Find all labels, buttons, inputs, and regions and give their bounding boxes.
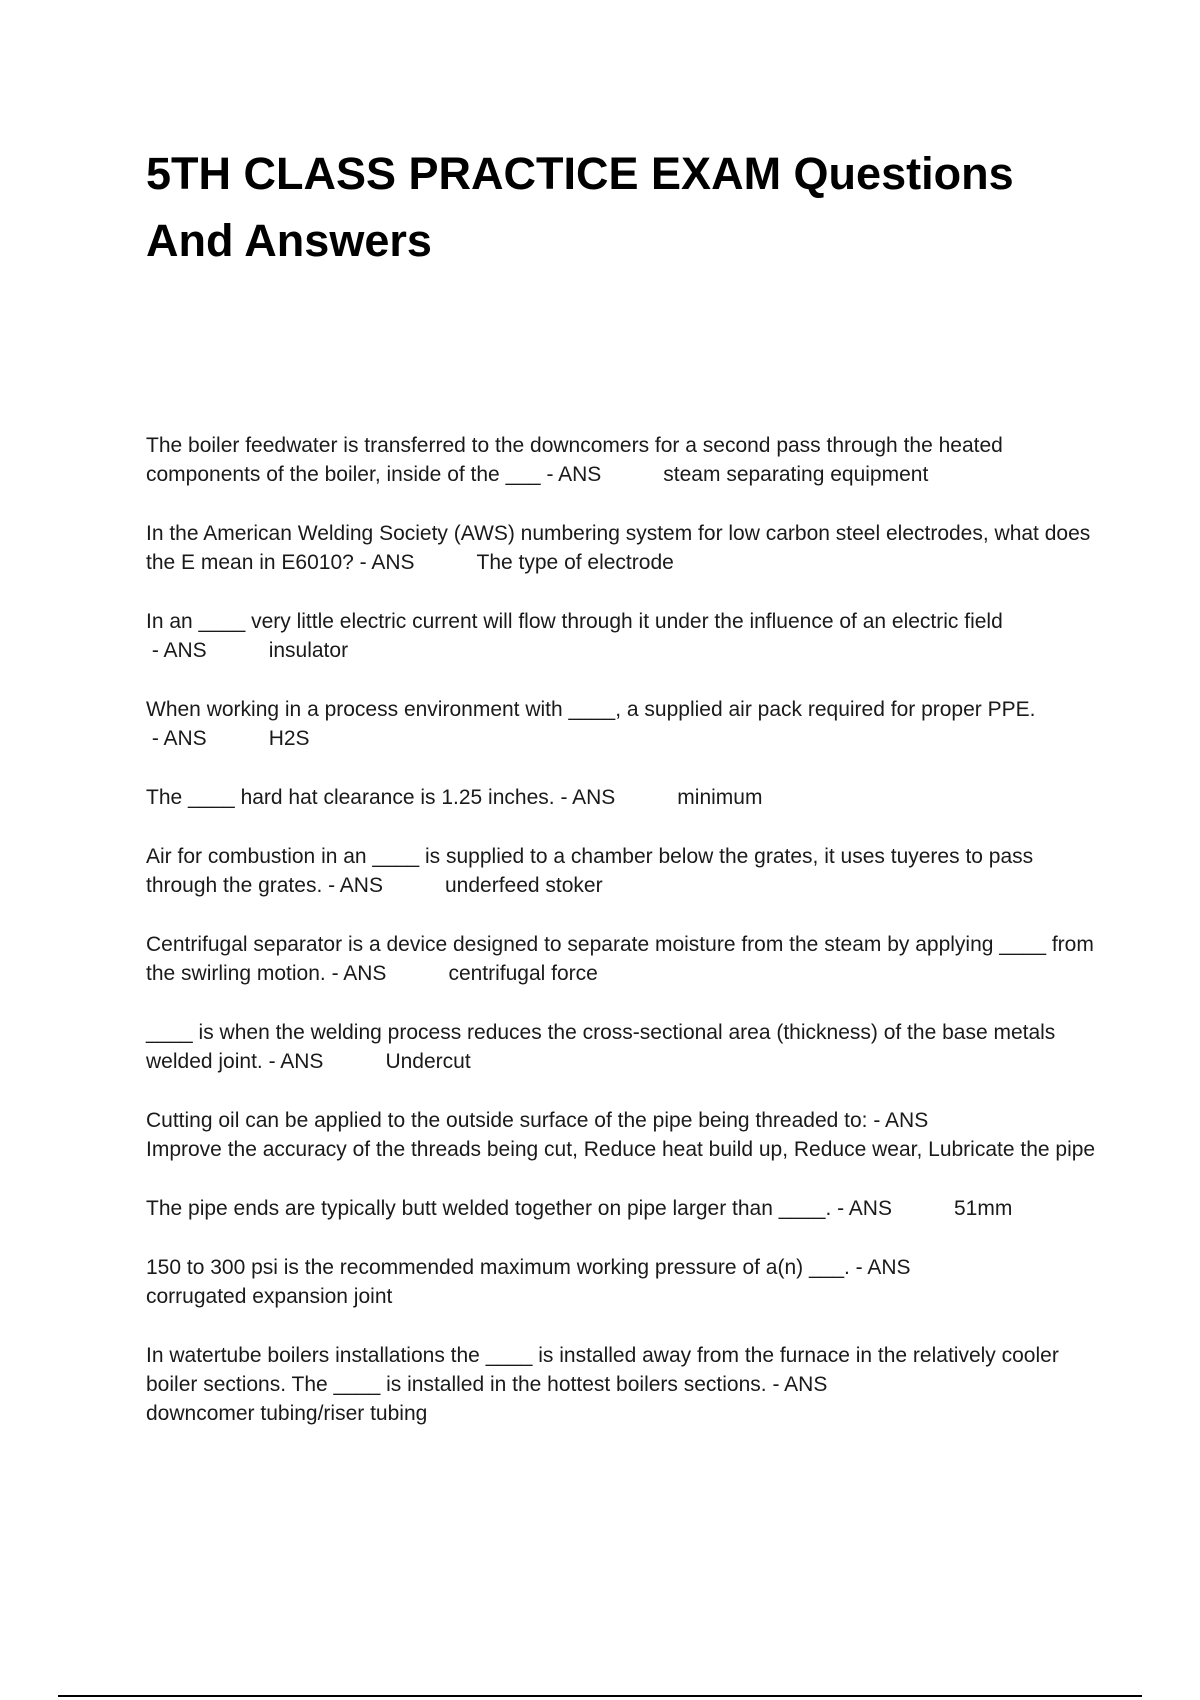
qa-item [146, 842, 1096, 900]
qa-item [146, 1106, 1096, 1164]
ans-label: - ANS [325, 962, 387, 985]
qa-item [146, 1341, 1096, 1428]
page-title: 5TH CLASS PRACTICE EXAM Questions And Answers [146, 148, 1014, 266]
question-text: The pipe ends are typically butt welded together on pipe larger than ____. [146, 1197, 832, 1220]
qa-item [146, 783, 1096, 812]
answer-text: minimum [677, 786, 763, 809]
qa-item [146, 519, 1096, 577]
question-text: When working in a process environment with ____, a supplied air pack required for proper PPE. [146, 698, 1036, 721]
qa-item [146, 607, 1096, 665]
answer-text: insulator [268, 639, 349, 662]
answer-text: H2S [268, 727, 310, 750]
answer-text: The type of electrode [476, 551, 674, 574]
ans-label: - ANS [766, 1373, 828, 1396]
answer-text: Improve the accuracy of the threads being cut, Reduce heat build up, Reduce wear, Lubricate the pipe [146, 1138, 1096, 1161]
answer-text: underfeed stoker [444, 874, 603, 897]
ans-label: - ANS [849, 1256, 911, 1279]
question-text: The ____ hard hat clearance is 1.25 inches. [146, 786, 555, 809]
ans-label: - ANS [262, 1050, 324, 1073]
question-text: ____ is when the welding process reduces the cross-sectional area (thickness) of the base metals welded joint. [146, 1021, 1056, 1073]
ans-label: - ANS [554, 786, 616, 809]
ans-label: - ANS [146, 639, 207, 662]
ans-label: - ANS [322, 874, 383, 897]
qa-item [146, 930, 1096, 988]
qa-list [146, 431, 1096, 1428]
ans-label: - ANS [540, 463, 602, 486]
question-text: In the American Welding Society (AWS) numbering system for low carbon steel electrodes, what does the E mean in E6010? [146, 522, 1091, 574]
question-text: The boiler feedwater is transferred to the downcomers for a second pass through the heated components of the boiler, inside of the ___ [146, 434, 1003, 486]
qa-item [146, 431, 1096, 489]
answer-text: 51mm [953, 1197, 1013, 1220]
page-bottom-rule [58, 1695, 1142, 1697]
question-text: In an ____ very little electric current will flow through it under the influence of an electric field [146, 610, 1003, 633]
question-text: Air for combustion in an ____ is supplied to a chamber below the grates, it uses tuyeres to pass through the grates. [146, 845, 1034, 897]
ans-label: - ANS [353, 551, 415, 574]
answer-text: Undercut [385, 1050, 471, 1073]
qa-item [146, 1194, 1096, 1223]
ans-label: - ANS [867, 1109, 929, 1132]
ans-label: - ANS [146, 727, 207, 750]
qa-item [146, 1253, 1096, 1311]
question-text: 150 to 300 psi is the recommended maximum working pressure of a(n) ___. [146, 1256, 850, 1279]
question-text: Centrifugal separator is a device designed to separate moisture from the steam by applying ____ from the swirling motion. [146, 933, 1094, 985]
question-text: Cutting oil can be applied to the outside surface of the pipe being threaded to: [146, 1109, 868, 1132]
answer-text: centrifugal force [448, 962, 598, 985]
ans-label: - ANS [831, 1197, 892, 1220]
question-text: In watertube boilers installations the ____ is installed away from the furnace in the relatively cooler boiler sections. The ____ is installed in the hottest boilers sections. [146, 1344, 1059, 1396]
qa-item [146, 695, 1096, 753]
document-page [146, 140, 1096, 1458]
qa-item [146, 1018, 1096, 1076]
answer-text: downcomer tubing/riser tubing [146, 1402, 428, 1425]
answer-text: steam separating equipment [663, 463, 929, 486]
answer-text: corrugated expansion joint [146, 1285, 393, 1308]
